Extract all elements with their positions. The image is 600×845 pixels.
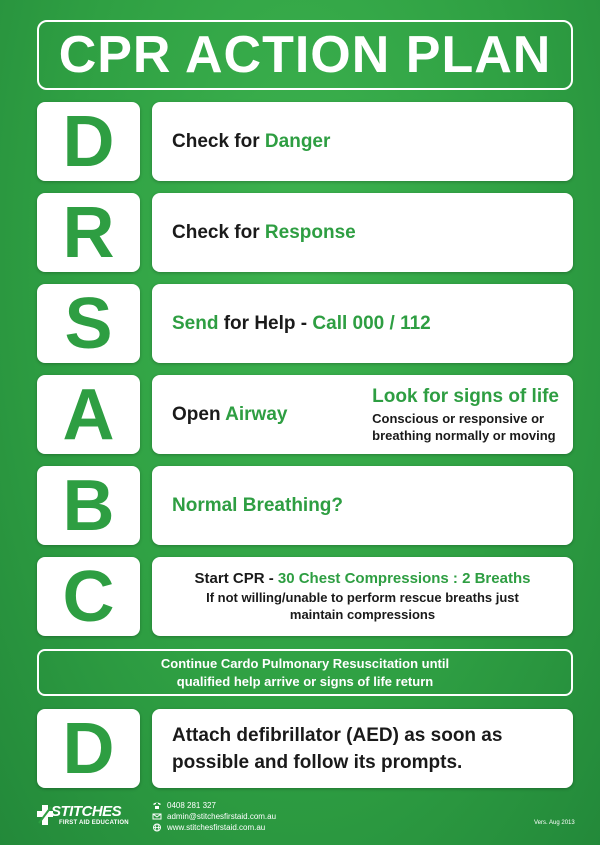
step-highlight: Normal Breathing? [172, 494, 344, 516]
step-danger [152, 102, 573, 181]
continue-banner [37, 649, 573, 696]
email-icon [152, 812, 162, 821]
step-send [152, 284, 573, 363]
title-box [37, 20, 573, 90]
website-link[interactable]: www.stitchesfirstaid.com.au [167, 823, 266, 832]
contact-info [152, 800, 276, 833]
step-text-pre: Check for [172, 130, 265, 152]
globe-icon [152, 823, 162, 832]
banner-line1: Continue Cardo Pulmonary Resuscitation until [160, 655, 450, 671]
step-airway [152, 375, 573, 454]
defib-line2: possible and follow its prompts. [172, 751, 463, 773]
step-text-pre: Check for [172, 221, 265, 243]
letter-d: D [37, 102, 140, 181]
letter-a: A [37, 375, 140, 454]
step-breathing [152, 466, 573, 545]
step-highlight: Airway [225, 403, 288, 425]
email-address[interactable]: admin@stitchesfirstaid.com.au [167, 812, 277, 821]
contact-phone [152, 800, 276, 811]
signs-of-life [372, 386, 559, 444]
letter-s: S [37, 284, 140, 363]
step-text-mid: for Help - [218, 312, 313, 334]
stitches-logo [37, 803, 137, 829]
cpr-line2: If not willing/unable to perform rescue breaths just [206, 590, 519, 605]
step-highlight-call: Call 000 / 112 [312, 312, 431, 334]
logo-text: STITCHES [51, 803, 122, 820]
signs-of-life-line1: Conscious or responsive or [372, 410, 545, 426]
cpr-line3: maintain compressions [289, 607, 436, 622]
contact-website [152, 822, 276, 833]
step-text-pre: Start CPR - [194, 570, 278, 587]
step-highlight: Send [172, 312, 219, 334]
step-highlight: Response [264, 221, 356, 243]
defib-line1: Attach defibrillator (AED) as soon as [172, 724, 503, 746]
step-response [152, 193, 573, 272]
step-highlight: Danger [264, 130, 331, 152]
step-defibrillator [152, 709, 573, 788]
contact-email [152, 811, 276, 822]
signs-of-life-line2: breathing normally or moving [372, 427, 556, 443]
version-label: Vers. Aug 2013 [534, 820, 575, 826]
phone-number[interactable]: 0408 281 327 [167, 801, 216, 810]
signs-of-life-title: Look for signs of life [372, 385, 559, 407]
letter-c: C [37, 557, 140, 636]
letter-d-defib: D [37, 709, 140, 788]
step-text-pre: Open [172, 403, 226, 425]
page-title: CPR ACTION PLAN [58, 26, 552, 84]
cpr-line1 [195, 570, 531, 587]
letter-r: R [37, 193, 140, 272]
step-highlight: 30 Chest Compressions : 2 Breaths [277, 570, 531, 587]
banner-line2: qualified help arrive or signs of life return [176, 673, 434, 689]
step-cpr [152, 557, 573, 636]
phone-icon [152, 801, 162, 810]
airway-left [172, 404, 287, 426]
logo-subtext: FIRST AID EDUCATION [59, 820, 129, 826]
letter-b: B [37, 466, 140, 545]
